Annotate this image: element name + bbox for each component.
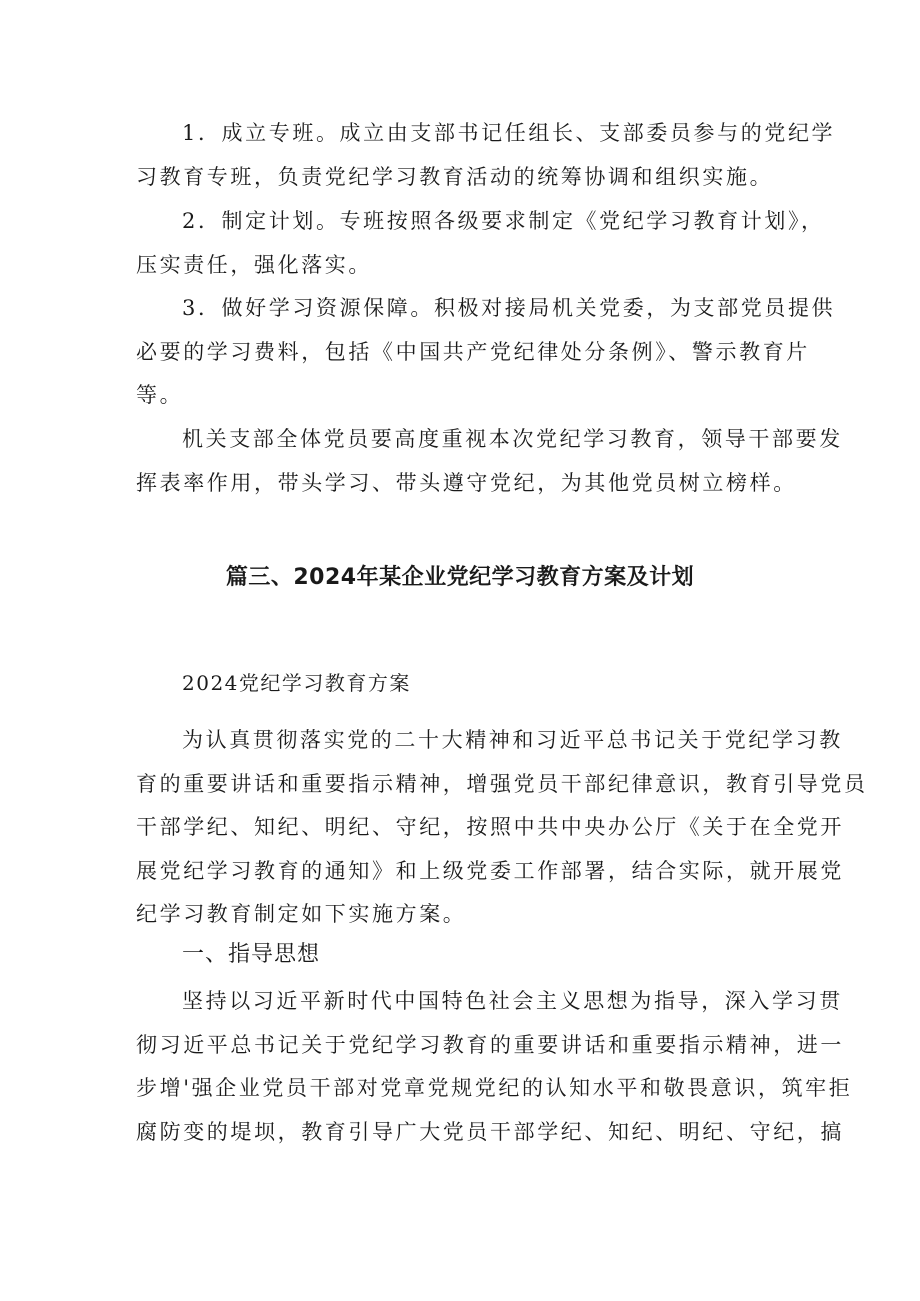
heading-guiding-ideology: 一、指导思想 — [182, 942, 321, 967]
item-3-line-1: 3．做好学习资源保障。积极对接局机关党委，为支部党员提供 — [182, 296, 836, 320]
intro-line-2: 育的重要讲话和重要指示精神，增强党员干部纪律意识，教育引导党员 — [136, 772, 868, 796]
section-title: 篇三、2024年某企业党纪学习教育方案及计划 — [225, 565, 695, 590]
item-3-line-3: 等。 — [136, 383, 184, 407]
item-1-line-2: 习教育专班，负责党纪学习教育活动的统筹协调和组织实施。 — [136, 165, 774, 189]
closing-line-1: 机关支部全体党员要高度重视本次党纪学习教育，领导干部要发 — [182, 427, 843, 451]
plan-subtitle: 2024党纪学习教育方案 — [182, 671, 411, 695]
closing-line-2: 挥表率作用，带头学习、带头遵守党纪，为其他党员树立榜样。 — [136, 471, 797, 495]
guide-line-1: 坚持以习近平新时代中国特色社会主义思想为指导，深入学习贯 — [182, 989, 843, 1013]
item-2-line-1: 2．制定计划。专班按照各级要求制定《党纪学习教育计划》， — [182, 209, 825, 233]
guide-line-2: 彻习近平总书记关于党纪学习教育的重要讲话和重要指示精神，进一 — [136, 1033, 844, 1057]
intro-line-1: 为认真贯彻落实党的二十大精神和习近平总书记关于党纪学习教 — [182, 728, 843, 752]
intro-line-3: 干部学纪、知纪、明纪、守纪，按照中共中央办公厅《关于在全党开 — [136, 815, 844, 839]
item-2-line-2: 压实责任，强化落实。 — [136, 253, 372, 277]
item-3-line-2: 必要的学习费料，包括《中国共产党纪律处分条例》、警示教育片 — [136, 340, 810, 364]
guide-line-4: 腐防变的堤坝，教育引导广大党员干部学纪、知纪、明纪、守纪，搞 — [136, 1120, 844, 1144]
intro-line-4: 展党纪学习教育的通知》和上级党委工作部署，结合实际，就开展党 — [136, 859, 844, 883]
item-1-line-1: 1．成立专班。成立由支部书记任组长、支部委员参与的党纪学 — [182, 121, 836, 145]
guide-line-3: 步增'强企业党员干部对党章党规党纪的认知水平和敬畏意识，筑牢拒 — [136, 1076, 853, 1100]
intro-line-5: 纪学习教育制定如下实施方案。 — [136, 902, 467, 926]
